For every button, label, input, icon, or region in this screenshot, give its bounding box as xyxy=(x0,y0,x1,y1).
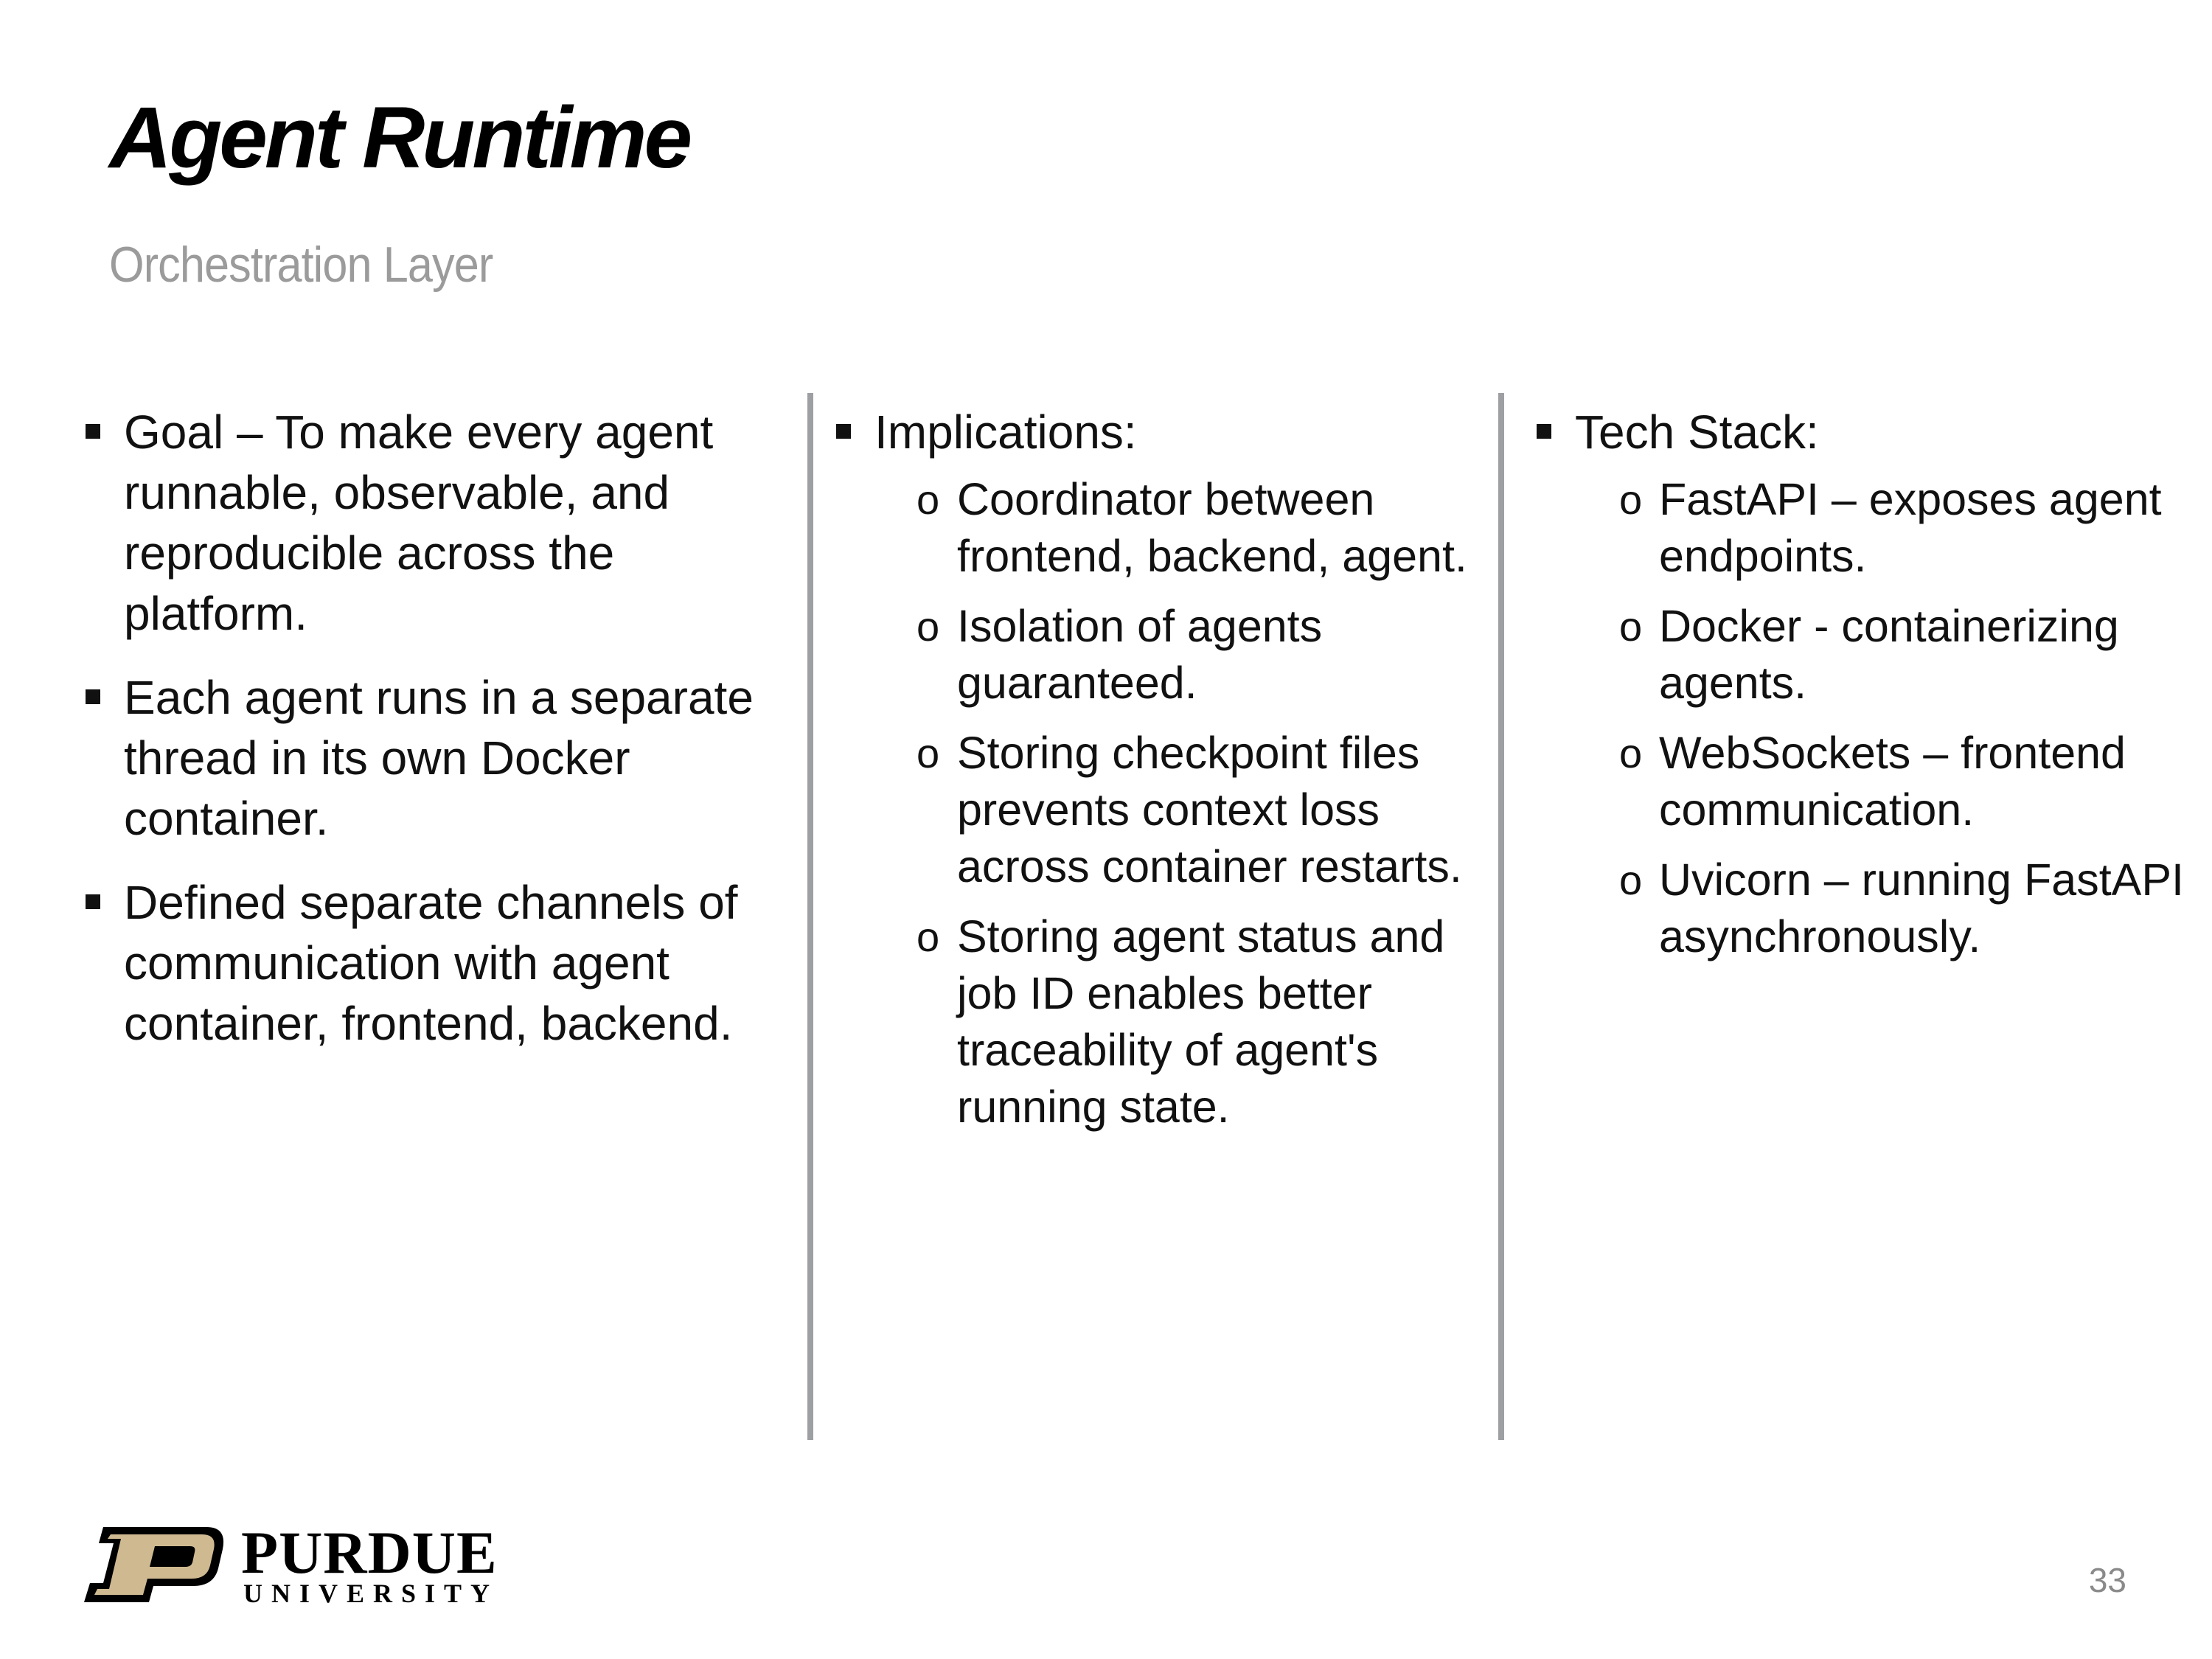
sub-bullet-text: Isolation of agents guaranteed. xyxy=(957,601,1323,708)
page-number: 33 xyxy=(2088,1561,2126,1599)
purdue-logo xyxy=(83,1519,518,1611)
sub-bullet-text: Docker - containerizing agents. xyxy=(1659,601,2119,708)
column-implications xyxy=(832,402,1495,1149)
sub-bullet-text: Storing agent status and job ID enables better traceability of agent's running state. xyxy=(957,911,1445,1132)
implications-heading: Implications: xyxy=(874,406,1137,459)
bullet-item xyxy=(81,667,789,849)
square-bullet-icon xyxy=(1537,424,1551,439)
circle-bullet-icon: o xyxy=(1619,730,1643,776)
slide-subtitle: Orchestration Layer xyxy=(109,237,493,293)
sub-bullet-text: FastAPI – exposes agent endpoints. xyxy=(1659,474,2162,581)
circle-bullet-icon: o xyxy=(917,476,940,523)
sub-bullet-item xyxy=(832,471,1495,585)
square-bullet-icon xyxy=(86,894,100,909)
circle-bullet-icon: o xyxy=(917,914,940,960)
sub-bullet-item xyxy=(1532,725,2203,838)
bullet-text: Each agent runs in a separate thread in its own Docker container. xyxy=(124,671,754,845)
bullet-text: Goal – To make every agent runnable, observable, and reproducible across the platform. xyxy=(124,406,714,640)
purdue-p-icon xyxy=(83,1524,230,1605)
square-bullet-icon xyxy=(86,689,100,704)
sub-bullet-text: WebSockets – frontend communication. xyxy=(1659,728,2126,835)
square-bullet-icon xyxy=(86,424,100,439)
bullet-text: Defined separate channels of communication with agent container, frontend, backend. xyxy=(124,876,738,1050)
sub-bullet-item xyxy=(1532,852,2203,965)
sub-bullet-item xyxy=(1532,471,2203,585)
bullet-heading xyxy=(1532,402,2203,462)
bullet-heading xyxy=(832,402,1495,462)
slide-title: Agent Runtime xyxy=(109,89,690,187)
circle-bullet-icon: o xyxy=(1619,476,1643,523)
sub-bullet-item xyxy=(832,725,1495,895)
sub-bullet-item xyxy=(832,598,1495,712)
circle-bullet-icon: o xyxy=(1619,857,1643,903)
column-tech-stack xyxy=(1532,402,2203,978)
column-divider-right xyxy=(1498,393,1504,1440)
sub-bullet-text: Storing checkpoint files prevents context loss across container restarts. xyxy=(957,728,1462,891)
circle-bullet-icon: o xyxy=(917,730,940,776)
bullet-item xyxy=(81,402,789,644)
circle-bullet-icon: o xyxy=(1619,603,1643,650)
column-goals xyxy=(81,402,789,1077)
sub-bullet-text: Coordinator between frontend, backend, agent. xyxy=(957,474,1467,581)
column-divider-left xyxy=(807,393,813,1440)
square-bullet-icon xyxy=(836,424,851,439)
logo-subtext: UNIVERSITY xyxy=(243,1579,499,1608)
bullet-item xyxy=(81,872,789,1054)
sub-bullet-text: Uvicorn – running FastAPI asynchronously. xyxy=(1659,855,2184,961)
sub-bullet-item xyxy=(1532,598,2203,712)
logo-wordmark: PURDUE xyxy=(241,1519,498,1586)
tech-stack-heading: Tech Stack: xyxy=(1575,406,1819,459)
sub-bullet-item xyxy=(832,908,1495,1135)
circle-bullet-icon: o xyxy=(917,603,940,650)
